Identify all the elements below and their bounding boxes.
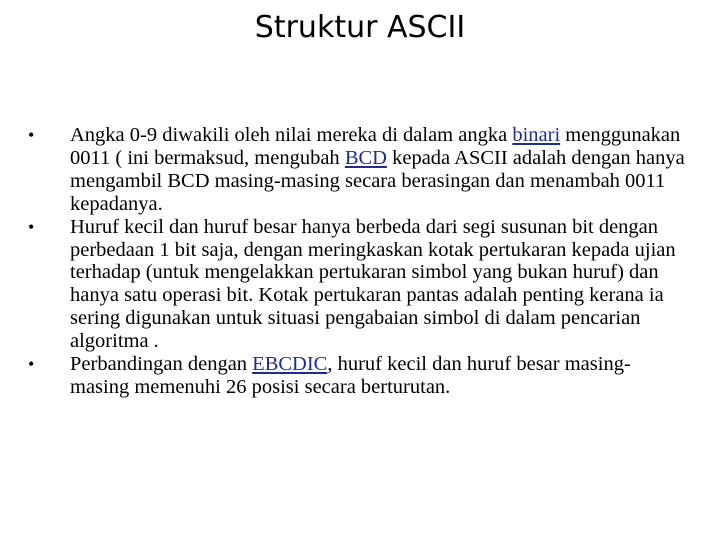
link-ebcdic[interactable]: EBCDIC [252,353,328,376]
bullet-text: , huruf kecil dan huruf besar masing-masing memenuhi 26 posisi secara berturutan. [70,353,631,398]
bullet-text: Huruf kecil dan huruf besar hanya berbeda dari segi susunan bit dengan perbedaan 1 bit saja, dengan meringkaskan kotak pertukaran kepada ujian terhadap (untuk mengelakkan pertukaran simbol yang bukan huruf) dan hanya satu operasi bit. Kotak pertukaran pantas adalah penting kerana ia sering digunakan untuk situasi pengabaian simbol di dalam pencarian algoritma . [70,215,676,353]
link-bcd[interactable]: BCD [344,146,387,169]
bullet-point-icon: • [28,125,35,145]
bullet-point-icon: • [28,354,35,375]
bullet-point-icon: • [28,216,35,237]
bullet-text: menggunakan 0011 ( ini bermaksud, mengubah [70,124,681,169]
bullet-text: Angka 0-9 diwakili oleh nilai mereka di dalam angka [70,124,513,146]
slide-title: Struktur ASCII [254,10,466,45]
bullet-item-ascii-digits [28,124,688,216]
bullet-item-ebcdic [28,353,688,399]
bullet-list [28,124,688,399]
bullet-item-letter-case [28,216,688,353]
link-binari[interactable]: binari [512,124,561,146]
bullet-text: Perbandingan dengan [70,353,253,376]
bullet-text: kepada ASCII adalah dengan hanya mengambil BCD masing-masing secara berasingan dan menambah 0011 kepadanya. [70,146,685,215]
